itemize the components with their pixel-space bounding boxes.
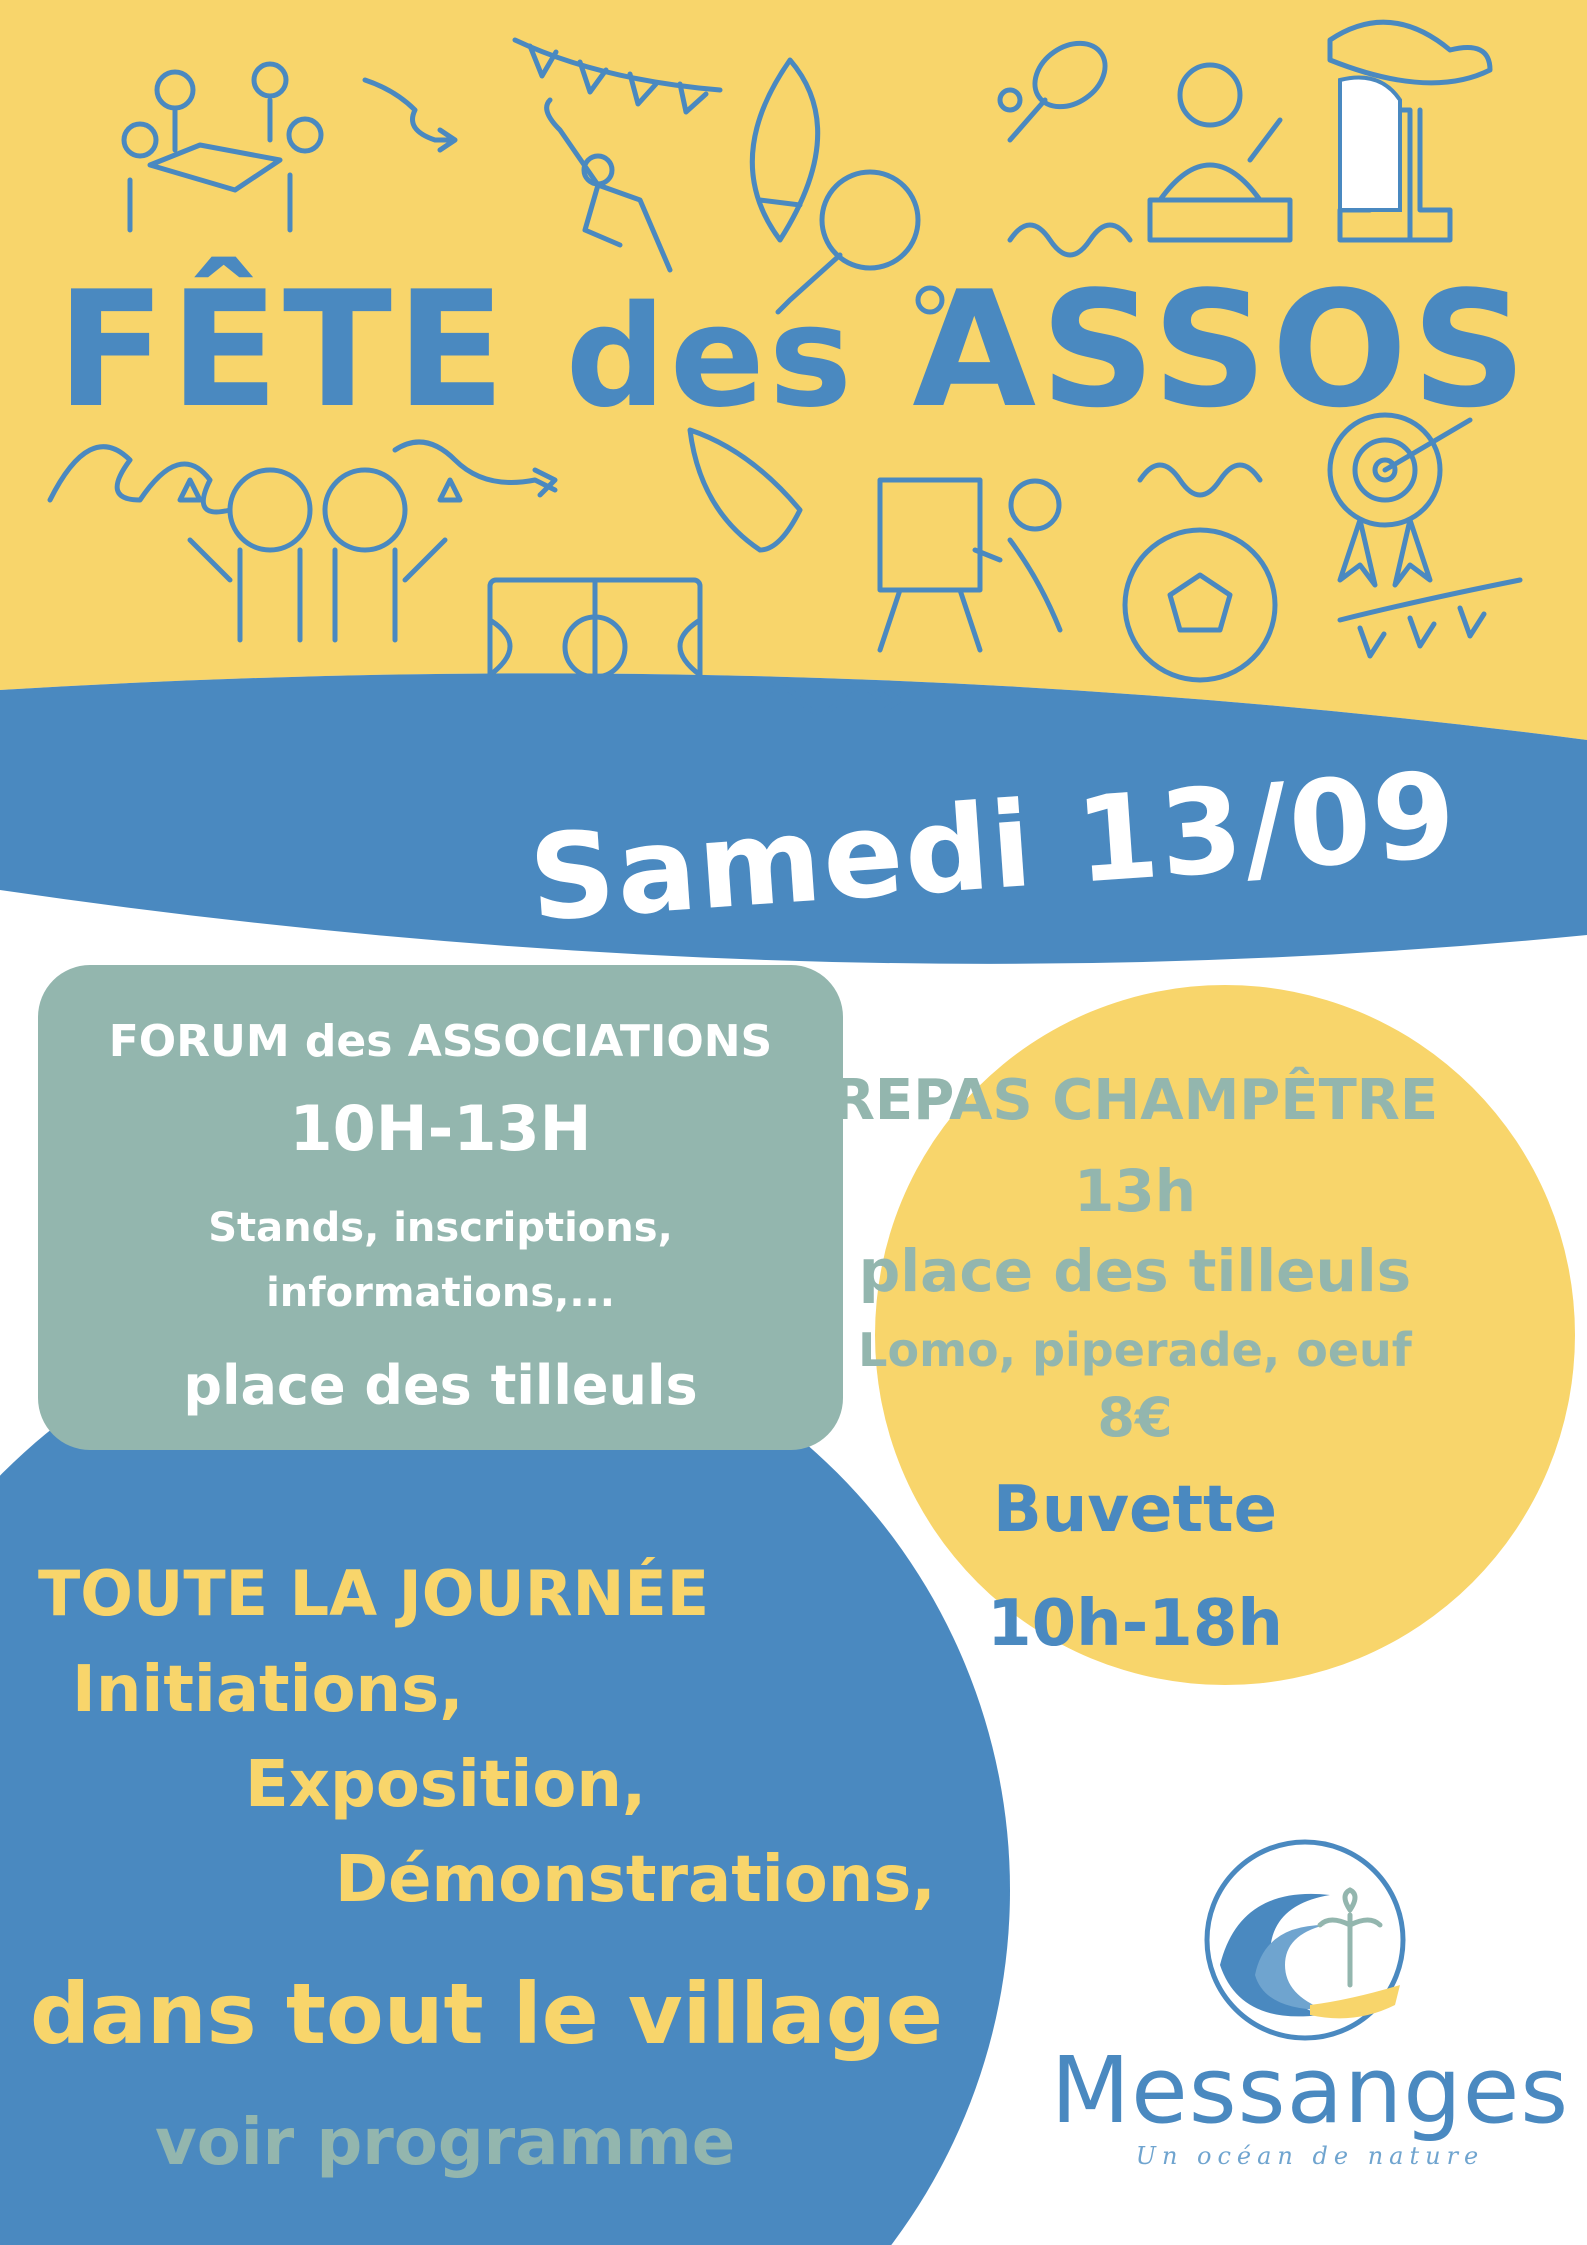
painter-icon [880,480,1060,650]
title-part-fete: FÊTE [56,256,510,443]
logo-tagline: Un océan de nature [1135,2142,1485,2170]
journee-line-2: Exposition, [245,1748,647,1822]
bunting-right-icon [1340,580,1520,656]
journee-line-3: Démonstrations, [335,1843,936,1917]
event-date: Samedi 13/09 [525,745,1462,948]
court-icon [490,580,700,715]
journee-heading: TOUTE LA JOURNÉE [38,1557,710,1630]
journee-line-4: dans tout le village [30,1965,943,2063]
forum-time: 10H-13H [289,1092,592,1165]
shuttlecock-icon [690,430,800,550]
title-part-des: des [565,276,857,439]
repas-heading: REPAS CHAMPÊTRE [831,1068,1439,1133]
poster-title [0,256,1587,443]
logo-name: Messanges [1050,2037,1570,2144]
buvette-time: 10h-18h [987,1587,1283,1661]
bunting-icon [515,40,720,112]
sewing-icon [1150,65,1290,240]
board-game-icon [124,64,321,230]
forum-line-2: informations,... [266,1270,615,1316]
surfboard-icon [752,60,817,240]
gymnast-icon [547,100,670,270]
buvette-label: Buvette [992,1473,1278,1547]
loop-squiggle-icon [50,447,230,512]
kids-pinwheel-icon [180,470,460,640]
arrow-icon [395,442,555,495]
repas-place: place des tilleuls [858,1237,1412,1305]
forum-place: place des tilleuls [183,1354,698,1417]
ball-icon [1125,530,1275,680]
repas-menu: Lomo, piperade, oeuf [858,1323,1412,1377]
boot-fill-icon [1340,78,1400,211]
forum-line-1: Stands, inscriptions, [208,1205,673,1251]
forum-heading: FORUM des ASSOCIATIONS [108,1016,773,1067]
squiggle-right-icon [1140,465,1260,495]
tennis-racket-icon [1000,30,1117,140]
squiggle-arrow-icon [365,80,455,150]
messanges-logo-mark [1200,1835,1410,2045]
repas-time: 13h [1073,1157,1196,1225]
title-part-assos: ASSOS [912,256,1531,443]
repas-price: 8€ [1097,1386,1173,1449]
journee-line-1: Initiations, [72,1653,464,1727]
squiggle-icon [1010,225,1130,255]
squiggle-arrow-bottom-icon [760,688,900,713]
journee-line-5: voir programme [155,2106,736,2180]
